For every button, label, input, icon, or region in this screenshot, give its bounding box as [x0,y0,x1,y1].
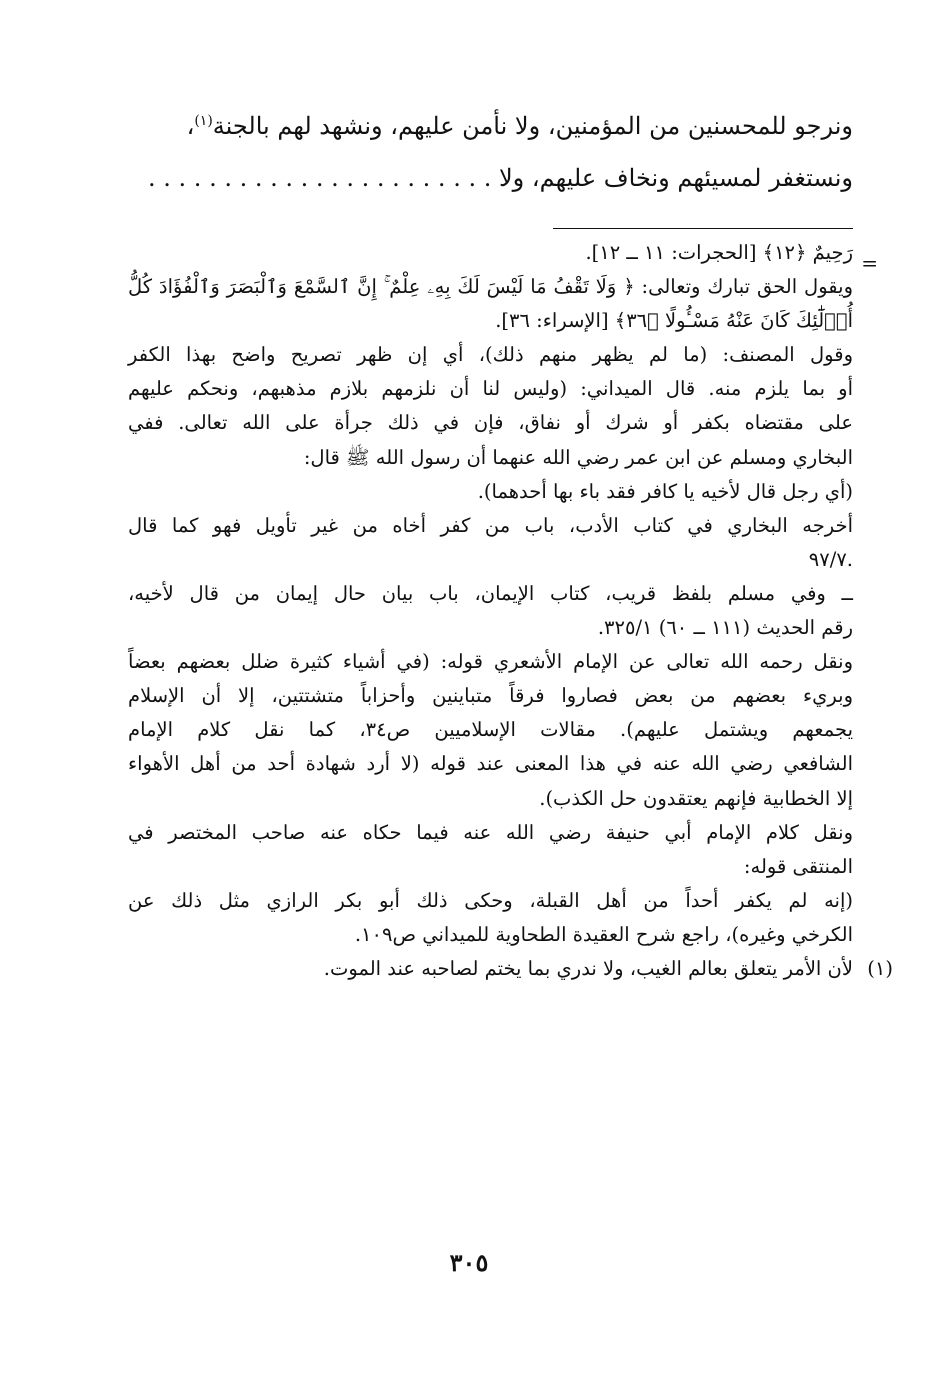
footnote-1 [128,952,893,986]
page-number: ٣٠٥ [449,1248,489,1277]
footnote-separator [553,228,853,229]
footnote-line: رقم الحديث (١١١ ــ ٦٠) ٣٢٥/١. [597,616,853,640]
footnote-line: (إنه لم يكفر أحداً من أهل القبلة، وحكى ذلك أبو بكر الرازي مثل ذلك عن [128,888,853,912]
footnote-line: (أي رجل قال لأخيه يا كافر فقد باء بها أحدهما). [477,479,853,503]
footnote-line: ونقل رحمه الله تعالى عن الإمام الأشعري قوله: (في أشياء كثيرة ضلل بعضهم بعضاً [128,650,853,674]
main-text-line-2: ونستغفر لمسيئهم ونخاف عليهم، ولا . . . . . . . . . . . . . . . . . . . . . . . [148,164,853,192]
footnote-line: رَحِيمٌ ﴿١٢﴾ [الحجرات: ١١ ــ ١٢]. [585,241,853,264]
footnote-1-text: لأن الأمر يتعلق بعالم الغيب، ولا ندري بما يختم لصاحبه عند الموت. [323,956,853,980]
footnote-line: إلا الخطابية فإنهم يعتقدون حل الكذب). [539,786,853,810]
footnote-line: وبريء بعضهم من بعض فصاروا فرقاً متباينين وأحزاباً متشتتين، إلا أن الإسلام [128,684,853,708]
continuation-mark: = [861,251,878,275]
main-text [108,100,853,204]
footnote-line: وقول المصنف: (ما لم يظهر منهم ذلك)، أي إن ظهر تصريح واضح بهذا الكفر [128,343,853,367]
footnote-line: ويقول الحق تبارك وتعالى: ﴿ وَلَا تَقْفُ مَا لَيْسَ لَكَ بِهِۦ عِلْمٌ ۚ إِنَّ ٱلسَّمْعَ وَٱلْبَصَرَ وَٱلْفُؤَادَ كُلُّ [128,275,853,299]
footnotes [128,236,893,986]
footnote-line: ونقل كلام الإمام أبي حنيفة رضي الله عنه فيما حكاه عنه صاحب المختصر في [128,820,853,844]
footnote-line: البخاري ومسلم عن ابن عمر رضي الله عنهما أن رسول الله ﷺ قال: [303,445,853,469]
footnote-number: (١) [867,956,893,980]
footnote-line: ــ وفي مسلم بلفظ قريب، كتاب الإيمان، باب بيان حال إيمان من قال لأخيه، [128,581,853,605]
footnote-line: أو بما يلزم منه. قال الميداني: (وليس لنا أن نلزمهم بلازم مذهبهم، ونحكم عليهم [128,377,853,401]
footnote-line: أخرجه البخاري في كتاب الأدب، باب من كفر أخاه من غير تأويل فهو كما قال [128,513,853,537]
footnote-line: أُو۟لَٰٓئِكَ كَانَ عَنْهُ مَسْـُٔولًا ﴿٣٦﴾ [الإسراء: ٣٦]. [495,309,853,333]
footnote-reference: (١) [194,113,213,129]
footnote-line: الشافعي رضي الله عنه في هذا المعنى عند قوله (لا أرد شهادة أحد من أهل الأهواء [128,752,853,776]
footnote-line: المنتقى قوله: [743,854,853,878]
footnote-line: .٩٧/٧ [808,547,853,571]
main-text-line-1: ونرجو للمحسنين من المؤمنين، ولا نأمن عليهم، ونشهد لهم بالجنة$^{(١)}$، [186,112,853,140]
footnote-line: الكرخي وغيره)، راجع شرح العقيدة الطحاوية للميداني ص١٠٩. [354,922,853,946]
footnote-line: يجمعهم ويشتمل عليهم). مقالات الإسلاميين ص٣٤، كما نقل كلام الإمام [128,718,853,742]
footnote-line: على مقتضاه بكفر أو شرك أو نفاق، فإن في ذلك جرأة على الله تعالى. ففي [128,411,853,435]
